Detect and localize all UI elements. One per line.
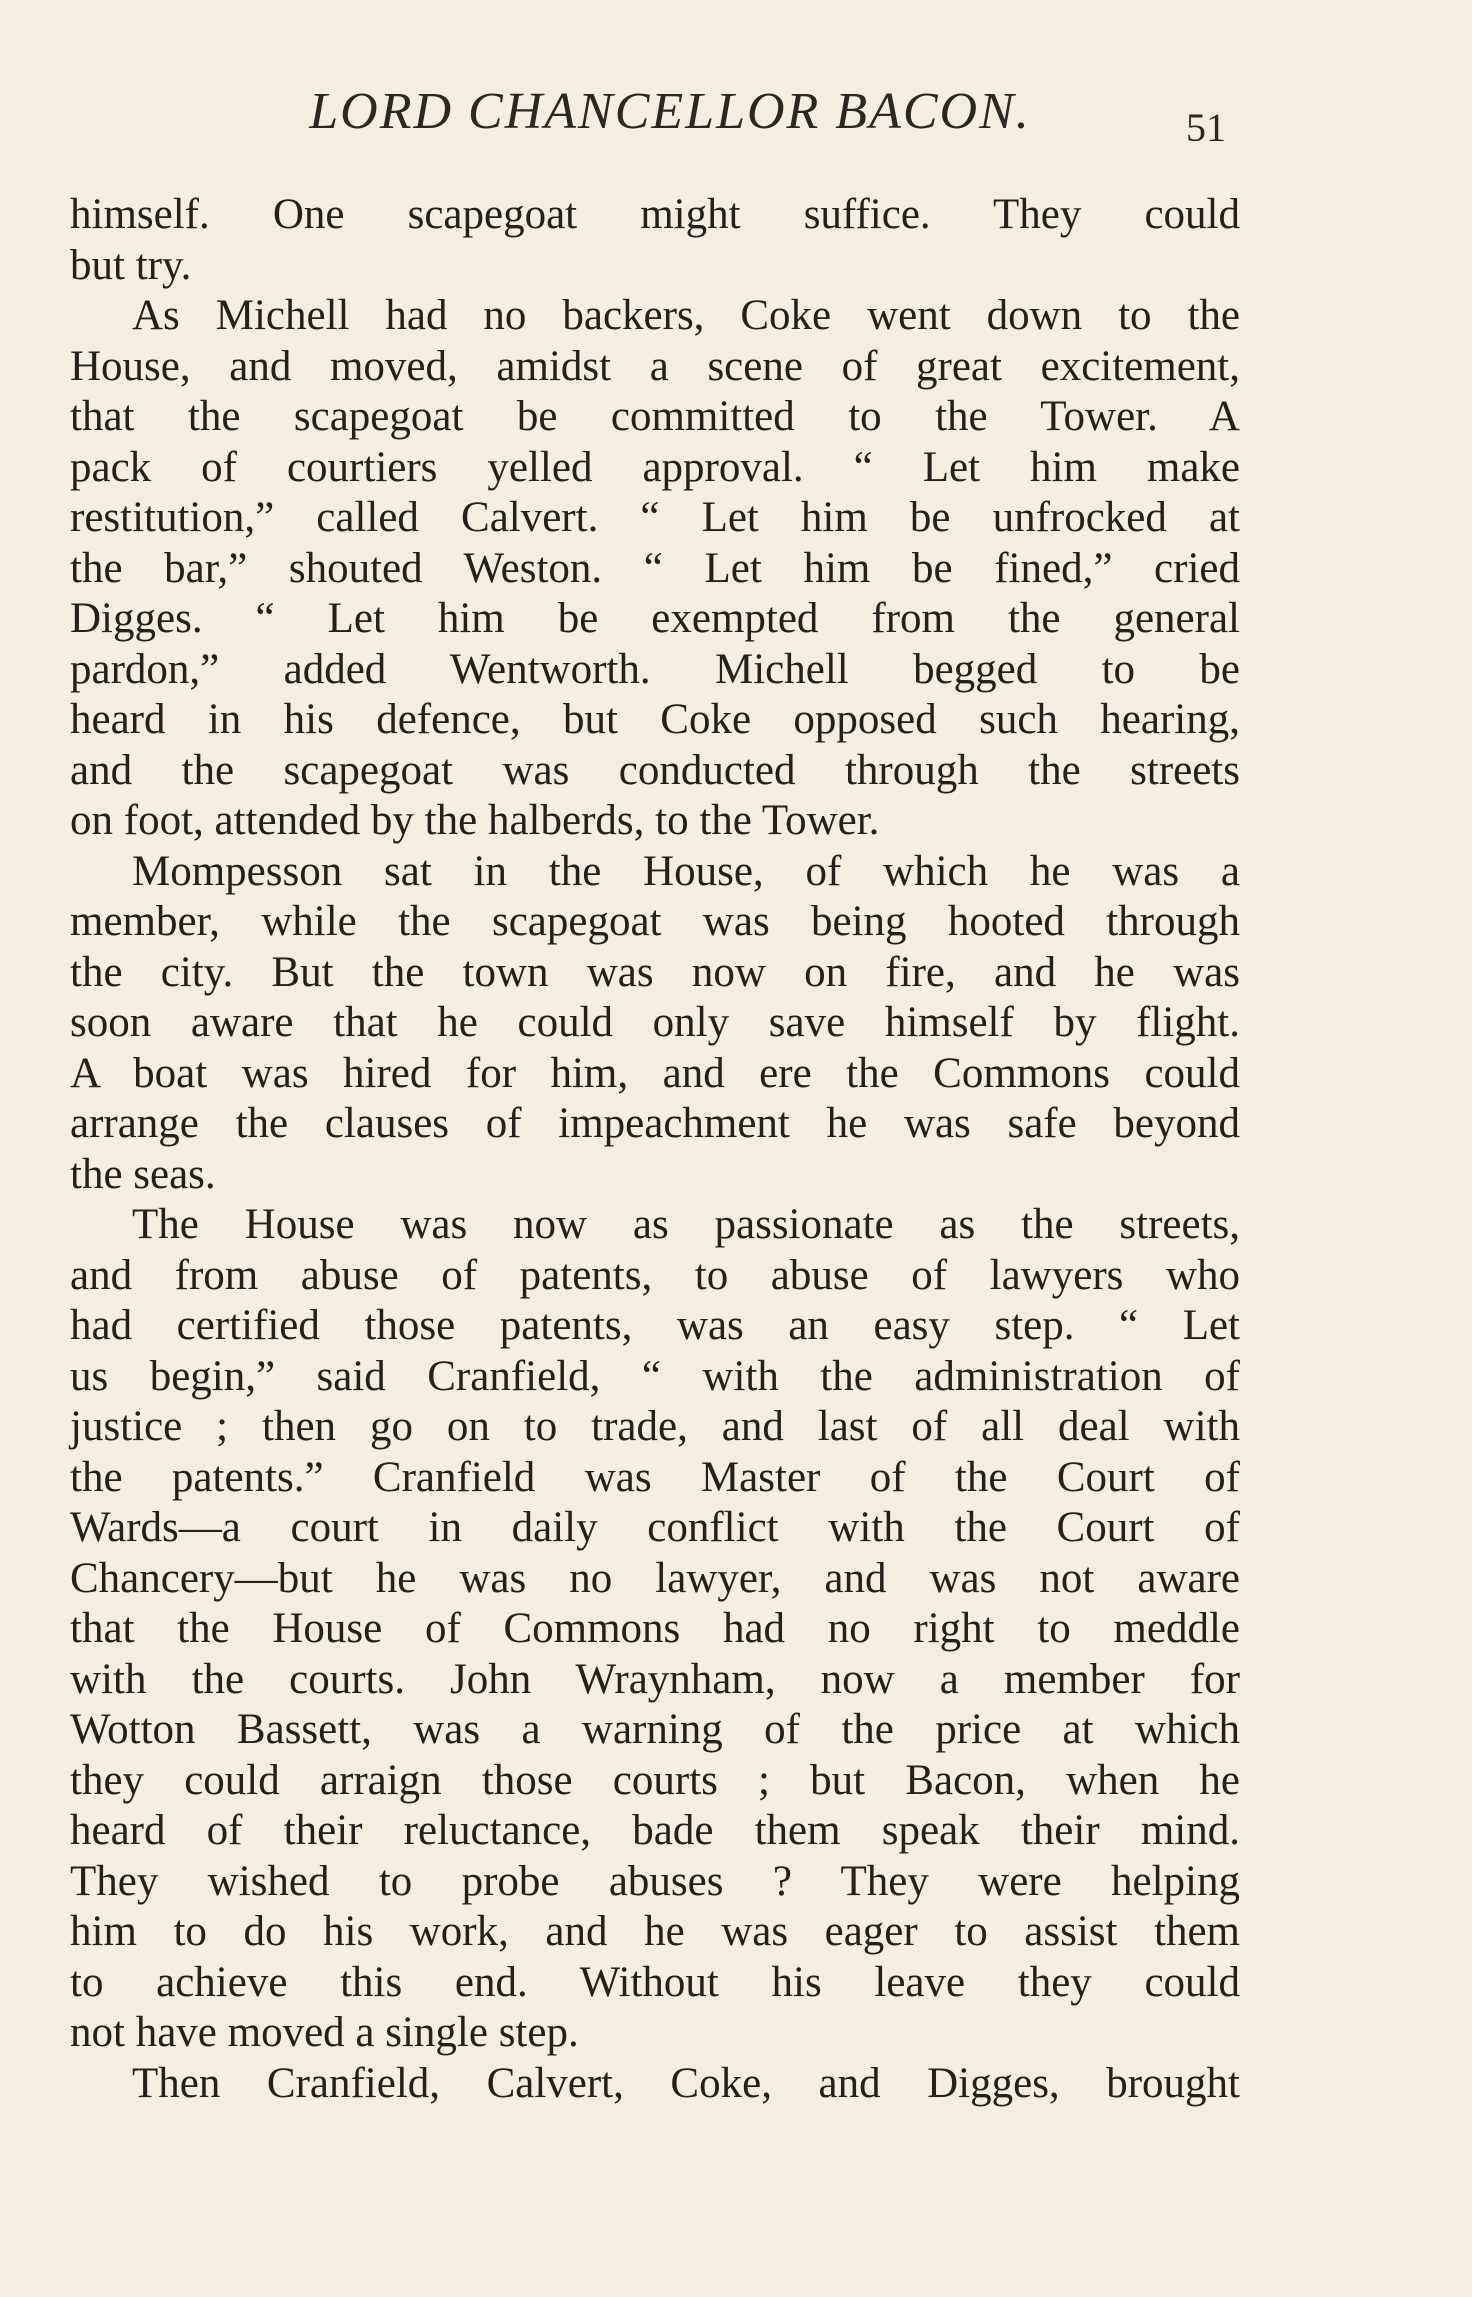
text-line: Wotton Bassett, was a warning of the price at which: [70, 1706, 1240, 1753]
body-text: [70, 190, 1240, 2109]
text-line: had certified those patents, was an easy step. “ Let: [70, 1302, 1240, 1349]
text-line: with the courts. John Wraynham, now a member for: [70, 1655, 1240, 1703]
text-line: and the scapegoat was conducted through the streets: [70, 746, 1240, 794]
text-line: member, while the scapegoat was being hooted through: [70, 898, 1240, 945]
text-line: but try.: [70, 241, 192, 289]
text-line: that the House of Commons had no right to meddle: [70, 1605, 1240, 1652]
running-title: LORD CHANCELLOR BACON.: [309, 83, 1031, 140]
text-line: and from abuse of patents, to abuse of lawyers who: [70, 1251, 1240, 1299]
text-line: him to do his work, and he was eager to assist them: [70, 1908, 1240, 1955]
text-line: The House was now as passionate as the streets,: [132, 1201, 1240, 1248]
text-line: Digges. “ Let him be exempted from the general: [70, 595, 1240, 642]
text-line: not have moved a single step.: [70, 2009, 579, 2056]
page-number: 51: [1186, 105, 1226, 150]
text-line: that the scapegoat be committed to the Tower. A: [70, 393, 1240, 440]
text-line: arrange the clauses of impeachment he was safe beyond: [70, 1100, 1240, 1147]
text-line: soon aware that he could only save himself by flight.: [70, 999, 1240, 1046]
text-line: As Michell had no backers, Coke went down to the: [132, 292, 1240, 339]
text-line: Chancery—but he was no lawyer, and was not aware: [70, 1554, 1240, 1602]
text-line: restitution,” called Calvert. “ Let him be unfrocked at: [70, 494, 1240, 541]
text-line: They wished to probe abuses ? They were helping: [70, 1857, 1240, 1905]
text-line: Then Cranfield, Calvert, Coke, and Digges, brought: [132, 2059, 1240, 2107]
text-line: the city. But the town was now on fire, and he was: [70, 948, 1240, 996]
text-line: Mompesson sat in the House, of which he was a: [132, 847, 1240, 895]
text-line: the bar,” shouted Weston. “ Let him be fined,” cried: [70, 544, 1240, 592]
text-line: the seas.: [70, 1150, 216, 1198]
text-line: justice ; then go on to trade, and last of all deal with: [70, 1403, 1240, 1450]
text-line: A boat was hired for him, and ere the Commons could: [70, 1049, 1240, 1097]
text-line: heard of their reluctance, bade them speak their mind.: [70, 1807, 1240, 1854]
text-line: pardon,” added Wentworth. Michell begged to be: [70, 645, 1240, 693]
text-line: to achieve this end. Without his leave they could: [70, 1958, 1240, 2006]
text-line: heard in his defence, but Coke opposed such hearing,: [70, 696, 1240, 743]
text-line: Wards—a court in daily conflict with the Court of: [70, 1504, 1240, 1551]
text-line: House, and moved, amidst a scene of great excitement,: [70, 342, 1240, 390]
text-line: the patents.” Cranfield was Master of the Court of: [70, 1453, 1240, 1501]
text-line: they could arraign those courts ; but Bacon, when he: [70, 1756, 1240, 1804]
text-line: us begin,” said Cranfield, “ with the administration of: [70, 1352, 1240, 1400]
text-line: on foot, attended by the halberds, to the Tower.: [70, 797, 880, 844]
text-line: pack of courtiers yelled approval. “ Let him make: [70, 443, 1240, 491]
text-line: himself. One scapegoat might suffice. They could: [70, 191, 1240, 238]
